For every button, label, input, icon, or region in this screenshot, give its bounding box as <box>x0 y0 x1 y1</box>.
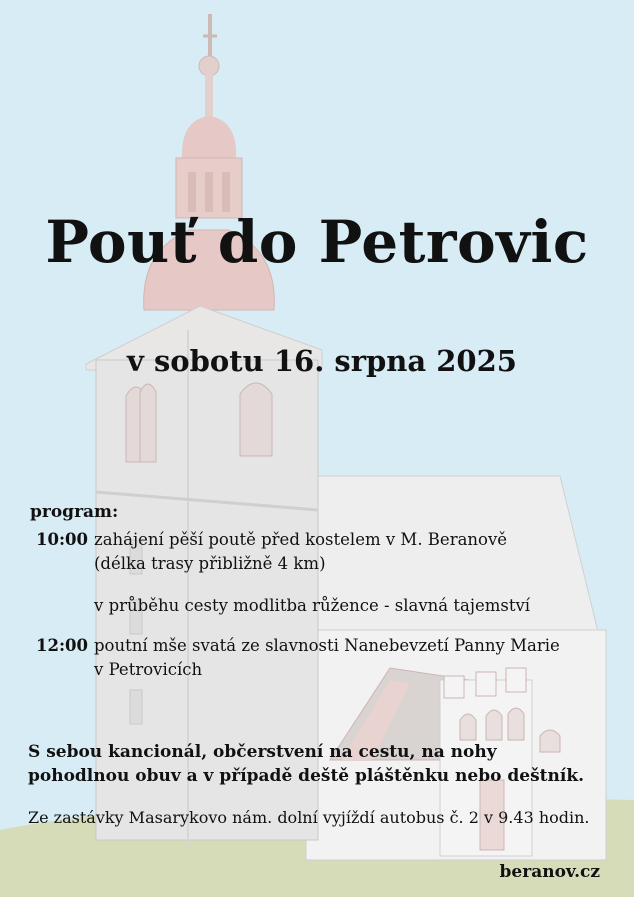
bus-note: Ze zastávky Masarykovo nám. dolní vyjíždí autobus č. 2 v 9.43 hodin. <box>28 808 590 827</box>
program-desc-line: poutní mše svatá ze slavnosti Nanebevzetí Panny Marie <box>94 636 560 655</box>
website-link[interactable]: beranov.cz <box>499 862 600 882</box>
program-time: 10:00 <box>35 530 88 549</box>
program-desc <box>94 634 614 682</box>
program-label: program: <box>30 502 119 522</box>
packing-note <box>28 740 618 788</box>
event-date: v sobotu 16. srpna 2025 <box>127 344 517 378</box>
packing-note-line: S sebou kancionál, občerstvení na cestu, na nohy <box>28 742 497 762</box>
packing-note-line: pohodlnou obuv a v případě deště pláštěnku nebo deštník. <box>28 766 585 786</box>
poster-title: Pouť do Petrovic <box>45 208 589 276</box>
program-desc <box>94 528 614 576</box>
program-desc <box>94 594 614 618</box>
program-desc-line: (délka trasy přibližně 4 km) <box>94 554 326 573</box>
program-desc-line: v Petrovicích <box>94 660 203 679</box>
program-desc-line: zahájení pěší poutě před kostelem v M. Beranově <box>94 530 508 549</box>
program-time: 12:00 <box>35 636 88 655</box>
program-desc-line: v průběhu cesty modlitba růžence - slavná tajemství <box>94 596 531 615</box>
